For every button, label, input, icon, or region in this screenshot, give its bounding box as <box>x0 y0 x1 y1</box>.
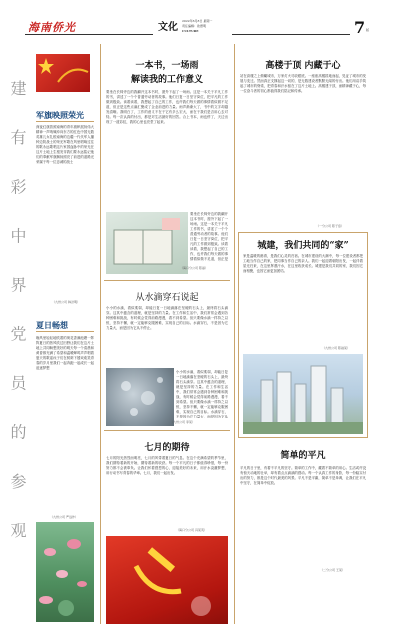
right-article1-byline: （一分公司 陈子宸） <box>316 224 344 228</box>
droplets <box>106 368 174 426</box>
issue-date: 2022年6月8日 星期一 <box>182 19 213 23</box>
right-article2-byline: （九州公司 陈淑某） <box>322 346 350 350</box>
editor-credit: 责任编辑：欧德明 <box>182 24 207 28</box>
masthead-logo: 海南侨光 <box>28 21 76 34</box>
block1-body: 深夜红旗普照南海的青年旗帜展扬伟大精神一声呐喊冲向东方的红色中国无数英雄儿女扎根南海的边疆一代代军人播种边防战士的荣光军歌在风里唱响过往的歌永远歌唱这片家园血脉中的荣光在这片土地上生根发芽我们要永远铭记他们的奉献军旗飘扬照亮了前进的道路光荣属于每一位忠诚的战士 <box>36 125 94 164</box>
right-article1-title: 高楼于顶 内藏于心 <box>265 61 341 71</box>
vertical-headline: 建 有 彩 中 界 党 员 的 参 观 <box>8 80 27 552</box>
right-article3-title: 简单的平凡 <box>280 451 326 461</box>
right-article3-body: 平凡的日子里，有着不平凡的坚守。简单的工作中，藏着不简单的用心。生活或许没有惊天动地的壮举，却有着点点滴滴的感动。每一个认真工作的身影，每一份踏实付出的努力，都是这个时代最美的风景。平凡不是平庸，简单不是单调，让我们在平凡中坚守，在简单中绽放。 <box>240 466 366 485</box>
article1-byline: （海口分公司 陈丽） <box>180 266 208 270</box>
book-icon <box>106 212 188 274</box>
hammer-sickle-icon <box>106 536 228 624</box>
block2-body: 晚风里轻轻地吹着的荷花香满池塘一阵阵夏日的热风吹过田野让我们在这片土地上共同畅想美好的明天每一个清晨和黄昏都充满了希望和温暖蝉鸣声声唱着夏天的歌谣孩子们在树荫下嬉戏欢笑青春的岁月里我们一起奔跑一起成长一起追逐梦想 <box>36 336 94 370</box>
article3-title: 七月的期待 <box>144 443 190 453</box>
buildings <box>243 354 363 434</box>
article2-body: 小小的水滴，看似柔弱，却能日复一日地滴落在坚硬的石头上，最终将石头滴穿。这其中蕴含的道理，就是坚持的力量。在工作和生活中，我们常常会遇到各种困难和挑战，有时候会觉得前路漫漫，看不到希望。但只要像水滴一样持之以恒，坚持不懈，就一定能够克服困难，实现自己的目标。水滴穿石，不是因为它力量大，而是因为它从不停止。 <box>106 306 228 330</box>
article1-body-cont: 要坐在长椅旁边的我翻开这本书时，窗外下起了一场雨。这是一本关于平凡工作的书，讲述了一个个普通劳动者的故事。他们日复一日坚守岗位，把平凡的工作做到极致。读着读着，我想起了自己的工作，也许我们每天做的事情看似微不足道，但正是 <box>190 212 228 261</box>
middle-rule-2 <box>104 430 230 431</box>
lotus-pond-image <box>36 522 94 622</box>
article2-body-cont: 小小的水滴，看似柔弱，却能日复一日地滴落在坚硬的石头上，最终将石头滴穿。这其中蕴含的道理，就是坚持的力量。在工作和生活中，我们常常会遇到各种困难和挑战，有时候会觉得前路漫漫，看不到希望。但只要像水滴一样持之以恒，坚持不懈，就一定能够克服困难，实现自己的目标。水滴穿石，不是因为它力量大，而是因为它从 <box>176 370 228 418</box>
culture-label: CULTURE <box>182 29 199 33</box>
right-article1-body: 站在高楼之上俯瞰城市，万家灯火尽收眼底。一座座高楼拔地而起，见证了城市的发展与变迁。然而真正支撑起这一切的，是无数建设者默默无闻的付出。他们用双手筑起了城市的脊梁，把青春和汗水留在了这片土地上。高楼建于顶，而精神藏于心，每一位奋斗者的初心都值得我们铭记和传承。 <box>240 74 366 93</box>
block1-title: 军旗映照荣光 <box>36 110 84 120</box>
block1-rule <box>36 121 94 122</box>
block2-rule <box>36 331 94 332</box>
block1-byline: （九州公司 韩洪明） <box>52 300 80 304</box>
right-article3-byline: （二分公司 王某） <box>320 568 345 572</box>
article2-title: 从水滴穿石说起 <box>135 293 199 303</box>
article1-title-line2: 解读我的工作意义 <box>130 75 203 85</box>
water-drop-photo <box>106 368 174 426</box>
block2-byline: （九州公司 严远作） <box>50 515 78 519</box>
section-title: 文化 <box>158 22 178 33</box>
block2-title: 夏日畅想 <box>36 320 68 330</box>
lotus-flowers <box>36 522 94 622</box>
star-icon <box>36 54 90 92</box>
middle-rule-1 <box>104 280 230 281</box>
header-rule-right <box>232 34 350 35</box>
column-divider-2 <box>234 44 235 624</box>
right-article2-body: 家是温暖的港湾，是我们心灵的归宿。在城市建设的大潮中，每一位建设者都把工地当作自己的家，把同事当作自己的亲人。我们一起迎着朝阳出发，一起伴着星光归来，在这里挥洒汗水，在这里收获成长。城建是我们共同的家，我们因它而相聚，也因它而更加团结。 <box>243 254 363 273</box>
party-flag-image <box>106 536 228 624</box>
article1-title-line1: 一本书，一场雨 <box>135 61 199 71</box>
article2-byline: （九州公司 李某） <box>170 420 195 424</box>
column-divider-1 <box>100 44 101 624</box>
page-number: 7 <box>354 18 366 37</box>
book-photo <box>106 212 188 274</box>
army-flag-image <box>36 54 90 92</box>
right-article2-title: 城建，我们共同的“家” <box>257 241 349 251</box>
header-rule-left <box>25 34 153 35</box>
article1-body: 要坐在长椅旁边的我翻开这本书时，窗外下起了一场雨。这是一本关于平凡工作的书，讲述了一个个普通劳动者的故事。他们日复一日坚守岗位，把平凡的工作做到极致。读着读着，我想起了自己的工作，也许我们每天做的事情看似微不足道，但正是这些点滴汇聚成了企业前进的力量。雨声渐渐大了，书中的文字却越发清晰。我明白了，工作的意义不在于它有多么宏大，而在于我们是否用心去对待。每一次认真的付出，都是对生活最好的回答。合上书本，雨也停了，天边出现了一道彩虹，我的心里也亮堂了起来。 <box>106 90 228 124</box>
page-suffix: 版 <box>366 28 370 32</box>
article3-body: 七月的阳光热烈而明亮，七月的风带着夏日的气息。在这个充满希望的季节里，我们期待着新的开始，期待着新的收获。每一个平凡的日子都值得珍惜，每一份努力都不会被辜负。让我们怀着感恩的心，迎接美好的未来，用汗水浇灌梦想，用行动书写青春的华章。七月，我们一起出发。 <box>106 456 228 475</box>
city-skyline-photo <box>243 354 363 434</box>
article3-byline: （海口分公司 冯某英） <box>176 528 207 532</box>
